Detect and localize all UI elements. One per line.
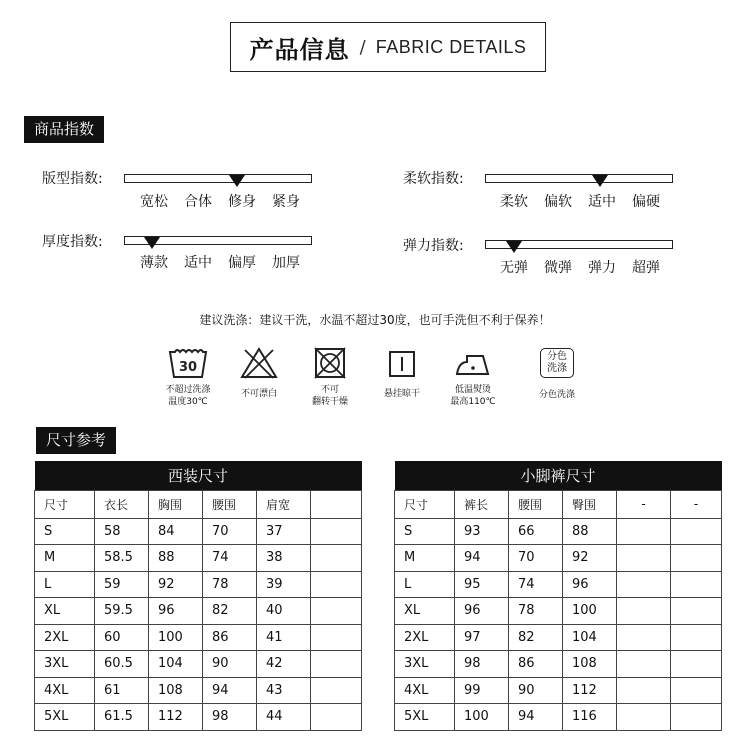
suit-table-cell: 94 — [203, 677, 257, 704]
pants-table-cell — [617, 518, 671, 545]
suit-table-cell: 70 — [203, 518, 257, 545]
suit-header-cell: 腰围 — [203, 490, 257, 518]
pants-table-cell: 95 — [455, 571, 509, 598]
index-thickness-option: 适中 — [184, 255, 212, 271]
index-softness-bar — [485, 174, 673, 183]
pants-table-row — [395, 545, 722, 572]
pants-table-cell — [671, 704, 722, 731]
index-fit-option: 合体 — [184, 194, 212, 210]
suit-header-cell — [311, 490, 362, 518]
suit-table-row — [35, 651, 362, 678]
pants-table-cell: 70 — [509, 545, 563, 572]
index-thickness-option: 加厚 — [272, 255, 300, 271]
suit-table-cell: 61.5 — [95, 704, 149, 731]
pants-table-cell: 90 — [509, 677, 563, 704]
suit-table-cell: 44 — [257, 704, 311, 731]
pants-table-cell: 92 — [563, 545, 617, 572]
pants-table-cell — [617, 545, 671, 572]
suit-table-cell: 74 — [203, 545, 257, 572]
pants-table-cell: 2XL — [395, 624, 455, 651]
title-separator: / — [359, 36, 366, 58]
index-fit-bar — [124, 174, 312, 183]
suit-table-cell: 60.5 — [95, 651, 149, 678]
suit-table-cell — [311, 704, 362, 731]
pants-table-cell: 112 — [563, 677, 617, 704]
pants-table-row — [395, 704, 722, 731]
suit-table-cell: 5XL — [35, 704, 95, 731]
index-elasticity-marker — [506, 241, 522, 253]
index-softness-label: 柔软指数: — [403, 171, 464, 187]
care-text — [512, 389, 602, 401]
pants-header-cell: 尺寸 — [395, 490, 455, 518]
suit-table-cell: L — [35, 571, 95, 598]
separate-wash-icon-text: 分色 — [547, 351, 567, 362]
pants-table-row — [395, 651, 722, 678]
pants-table-cell — [617, 677, 671, 704]
pants-table-cell: 4XL — [395, 677, 455, 704]
suit-table-cell: 2XL — [35, 624, 95, 651]
care-text-line: 不可漂白 — [240, 389, 277, 399]
pants-table-cell: 3XL — [395, 651, 455, 678]
pants-table-cell: L — [395, 571, 455, 598]
pants-table-cell — [671, 518, 722, 545]
index-fit-options — [132, 191, 308, 211]
pants-table-cell: 116 — [563, 704, 617, 731]
index-elasticity-option: 无弹 — [500, 260, 528, 276]
suit-table-cell — [311, 598, 362, 625]
index-fit-option: 紧身 — [272, 194, 300, 210]
care-text-line: 不超过洗涤 — [165, 385, 211, 395]
pants-table-cell: 93 — [455, 518, 509, 545]
index-thickness — [42, 231, 103, 251]
suit-header-cell: 胸围 — [149, 490, 203, 518]
suit-table-cell: 84 — [149, 518, 203, 545]
index-elasticity-option: 超弹 — [632, 260, 660, 276]
index-softness-option: 柔软 — [500, 194, 528, 210]
suit-table-cell: 100 — [149, 624, 203, 651]
pants-table-cell — [671, 624, 722, 651]
pants-table-cell: S — [395, 518, 455, 545]
pants-table-cell: M — [395, 545, 455, 572]
pants-table-cell — [617, 704, 671, 731]
suit-table-header-row — [35, 490, 362, 518]
index-softness-marker — [592, 175, 608, 187]
care-text-line: 分色洗涤 — [538, 390, 575, 400]
pants-header-cell: - — [671, 490, 722, 518]
care-text-line: 不可 — [320, 385, 339, 395]
pants-table-cell — [671, 598, 722, 625]
index-softness-option: 偏硬 — [632, 194, 660, 210]
suit-table-row — [35, 518, 362, 545]
separate-wash-icon-text: 洗涤 — [547, 363, 567, 374]
separate-wash-icon-box — [540, 348, 574, 378]
pants-table-cell: 86 — [509, 651, 563, 678]
index-fit-marker — [229, 175, 245, 187]
pants-table-cell — [671, 571, 722, 598]
index-thickness-option: 偏厚 — [228, 255, 256, 271]
index-thickness-marker — [144, 237, 160, 249]
suit-table-cell: 42 — [257, 651, 311, 678]
suit-table-cell — [311, 677, 362, 704]
pants-table-cell: 66 — [509, 518, 563, 545]
suit-table-cell: 41 — [257, 624, 311, 651]
pants-table-cell — [617, 651, 671, 678]
pants-table-cell — [617, 624, 671, 651]
suit-table-cell: 112 — [149, 704, 203, 731]
index-softness-options — [492, 191, 668, 211]
suit-table-cell: 58.5 — [95, 545, 149, 572]
suit-table-cell — [311, 624, 362, 651]
pants-table-row — [395, 598, 722, 625]
suit-header-cell: 肩宽 — [257, 490, 311, 518]
care-text-line: 低温熨烫 — [454, 385, 491, 395]
pants-table-cell — [671, 677, 722, 704]
pants-table-cell — [671, 651, 722, 678]
suit-table-cell: 3XL — [35, 651, 95, 678]
pants-header-cell: 腰围 — [509, 490, 563, 518]
index-elasticity-label: 弹力指数: — [403, 238, 464, 254]
suit-table-row — [35, 598, 362, 625]
page-title — [230, 22, 546, 72]
pants-table-row — [395, 571, 722, 598]
suit-table-cell: 88 — [149, 545, 203, 572]
index-thickness-label: 厚度指数: — [42, 234, 103, 250]
pants-table-cell: 88 — [563, 518, 617, 545]
index-fit-option: 修身 — [228, 194, 256, 210]
suit-table-cell: 78 — [203, 571, 257, 598]
suit-table-cell: 43 — [257, 677, 311, 704]
index-fit-option: 宽松 — [140, 194, 168, 210]
pants-table-cell: 94 — [455, 545, 509, 572]
suit-table-cell: 108 — [149, 677, 203, 704]
suit-size-table — [34, 461, 362, 731]
suit-table-row — [35, 704, 362, 731]
index-fit — [42, 168, 103, 188]
suit-table-cell — [311, 651, 362, 678]
index-softness-option: 适中 — [588, 194, 616, 210]
suit-table-cell: 60 — [95, 624, 149, 651]
separate-wash-icon — [512, 345, 602, 381]
suit-header-cell: 衣长 — [95, 490, 149, 518]
pants-table-cell: 104 — [563, 624, 617, 651]
pants-table-cell: 99 — [455, 677, 509, 704]
care-text-line: 温度30℃ — [168, 397, 208, 407]
index-elasticity-options — [492, 257, 668, 277]
index-thickness-options — [132, 252, 308, 272]
suit-table-row — [35, 571, 362, 598]
pants-table-cell — [617, 571, 671, 598]
suit-table-cell — [311, 545, 362, 572]
suit-table-cell: 40 — [257, 598, 311, 625]
suit-table-cell: 98 — [203, 704, 257, 731]
pants-table-cell: 96 — [455, 598, 509, 625]
pants-header-cell: 臀围 — [563, 490, 617, 518]
suit-table-cell: S — [35, 518, 95, 545]
pants-table-cell — [671, 545, 722, 572]
low-iron-icon — [428, 345, 518, 381]
index-fit-label: 版型指数: — [42, 171, 103, 187]
suit-table-cell: 82 — [203, 598, 257, 625]
suit-table-cell: 38 — [257, 545, 311, 572]
pants-header-cell: - — [617, 490, 671, 518]
washing-note: 建议洗涤：建议干洗，水温不超过30度，也可手洗但不利于保养！ — [199, 313, 551, 327]
pants-table-cell: 96 — [563, 571, 617, 598]
suit-table-cell: 58 — [95, 518, 149, 545]
suit-table-cell — [311, 571, 362, 598]
care-text-line: 翻转干燥 — [311, 397, 348, 407]
section-label-size-reference: 尺寸参考 — [36, 427, 116, 454]
suit-table-cell: XL — [35, 598, 95, 625]
suit-table-row — [35, 677, 362, 704]
index-thickness-option: 薄款 — [140, 255, 168, 271]
suit-table-title: 西装尺寸 — [35, 461, 362, 490]
suit-table-cell: 59.5 — [95, 598, 149, 625]
index-elasticity-option: 微弹 — [544, 260, 572, 276]
suit-header-cell: 尺寸 — [35, 490, 95, 518]
pants-table-cell: 100 — [563, 598, 617, 625]
suit-table-cell: M — [35, 545, 95, 572]
pants-table-row — [395, 624, 722, 651]
suit-table-row — [35, 624, 362, 651]
care-text-line: 最高110℃ — [450, 397, 496, 407]
suit-table-cell: 59 — [95, 571, 149, 598]
index-elasticity-option: 弹力 — [588, 260, 616, 276]
care-text-line: 悬挂晾干 — [383, 389, 420, 399]
suit-table-cell: 90 — [203, 651, 257, 678]
pants-table-cell: 100 — [455, 704, 509, 731]
suit-table-cell — [311, 518, 362, 545]
care-item-separate-wash — [512, 345, 602, 401]
pants-table-cell: 94 — [509, 704, 563, 731]
title-english: FABRIC DETAILS — [375, 36, 527, 57]
pants-table-cell: 98 — [455, 651, 509, 678]
pants-table-cell: 82 — [509, 624, 563, 651]
care-text — [428, 384, 518, 408]
pants-table-cell: XL — [395, 598, 455, 625]
pants-size-table — [394, 461, 722, 731]
pants-table-title: 小脚裤尺寸 — [395, 461, 722, 490]
wash-30-icon-text: 30 — [178, 360, 198, 375]
pants-table-header-row — [395, 490, 722, 518]
pants-header-cell: 裤长 — [455, 490, 509, 518]
pants-table-row — [395, 518, 722, 545]
suit-table-cell: 96 — [149, 598, 203, 625]
suit-table-cell: 104 — [149, 651, 203, 678]
suit-table-cell: 86 — [203, 624, 257, 651]
suit-table-cell: 37 — [257, 518, 311, 545]
suit-table-cell: 4XL — [35, 677, 95, 704]
suit-table-cell: 92 — [149, 571, 203, 598]
pants-table-cell: 97 — [455, 624, 509, 651]
pants-table-cell: 74 — [509, 571, 563, 598]
suit-table-cell: 61 — [95, 677, 149, 704]
pants-table-cell — [617, 598, 671, 625]
pants-table-cell: 5XL — [395, 704, 455, 731]
pants-table-row — [395, 677, 722, 704]
pants-table-cell: 78 — [509, 598, 563, 625]
suit-table-cell: 39 — [257, 571, 311, 598]
title-chinese: 产品信息 — [249, 35, 350, 64]
section-label-product-index: 商品指数 — [24, 116, 104, 143]
index-elasticity — [403, 235, 464, 255]
care-item-low-iron — [428, 345, 518, 408]
pants-table-cell: 108 — [563, 651, 617, 678]
index-softness — [403, 168, 464, 188]
index-softness-option: 偏软 — [544, 194, 572, 210]
suit-table-row — [35, 545, 362, 572]
